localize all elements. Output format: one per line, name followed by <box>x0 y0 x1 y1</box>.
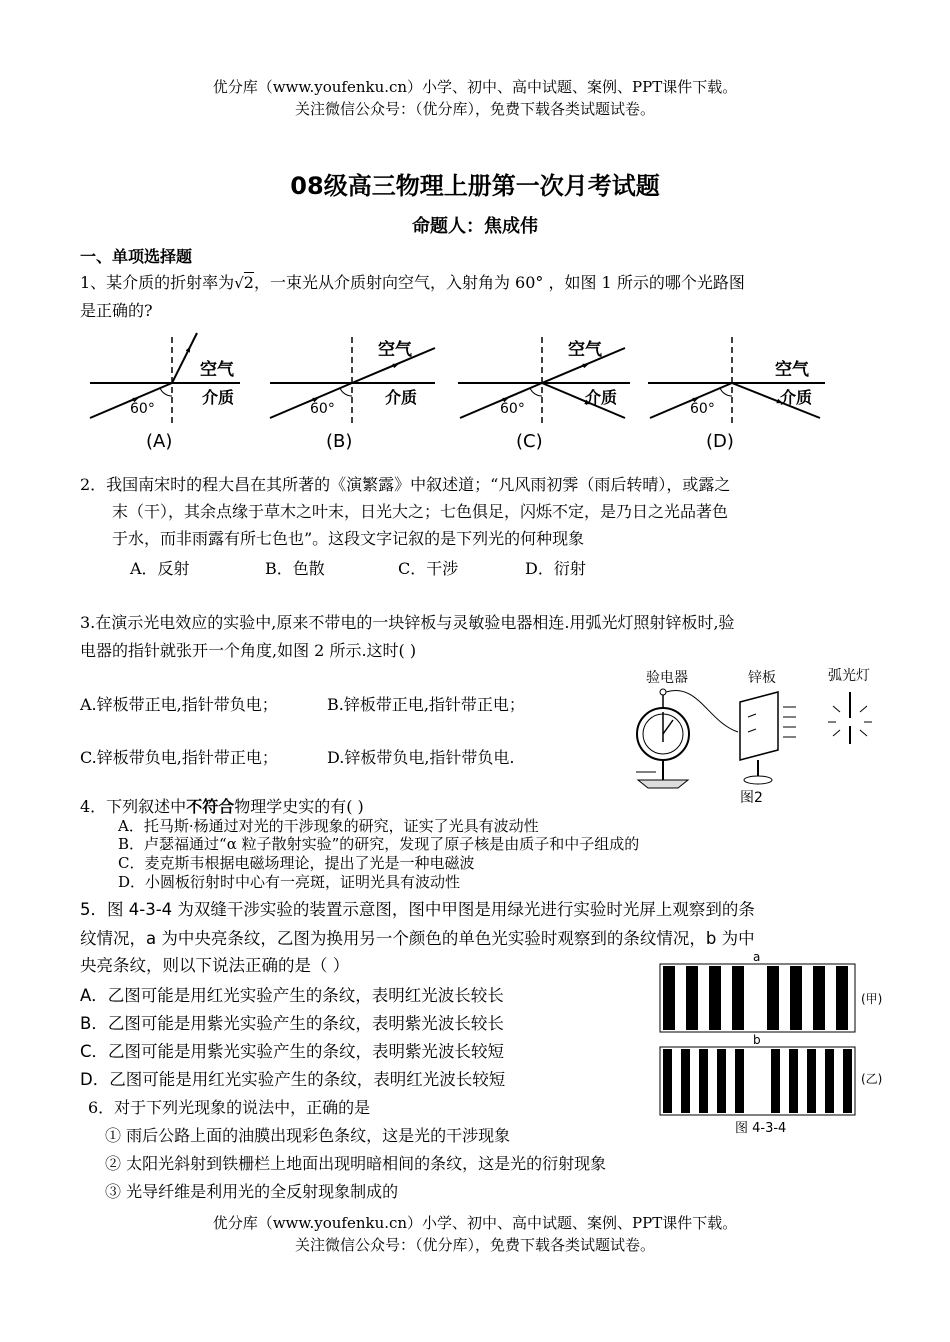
figure-1-air-label-a: 空气 <box>200 360 234 380</box>
figure-1-angle-label-a: 60° <box>130 401 155 417</box>
q1-text-a: 1、某介质的折射率为 <box>80 273 235 292</box>
figure-1-angle-label-b: 60° <box>310 401 335 417</box>
q1-text-b: ，一束光从介质射向空气，入射角为 60° ，如图 1 所示的哪个光路图 <box>253 273 745 292</box>
sqrt-sign: √ <box>234 274 244 292</box>
arc-lamp-drawing <box>828 692 872 744</box>
q2-option-d: D．衍射 <box>525 559 586 578</box>
figure-1-angle-label-d: 60° <box>690 401 715 417</box>
q5-line-1: 5．图 4-3-4 为双缝干涉实验的装置示意图，图中甲图是用绿光进行实验时光屏上观察到的条 <box>80 900 755 919</box>
q6-item-1: ① 雨后公路上面的油膜出现彩色条纹，这是光的干涉现象 <box>105 1126 511 1145</box>
q5-line-3: 央亮条纹，则以下说法正确的是（ ） <box>80 956 350 975</box>
q5-option-d: D．乙图可能是用红光实验产生的条纹，表明红光波长较短 <box>80 1070 506 1089</box>
sqrt-radicand: 2 <box>243 273 254 292</box>
fringe-b-label: b <box>753 1033 761 1047</box>
fringe-a-label: a <box>753 950 761 964</box>
q3-option-b: B.锌板带正电,指针带正电； <box>327 695 525 714</box>
figure-1-medium-label-b: 介质 <box>385 388 418 407</box>
figure-2-electroscope-label: 验电器 <box>646 670 688 686</box>
q4-stem <box>80 794 364 817</box>
header-line-1: 优分库（www.youfenku.cn）小学、初中、高中试题、案例、PPT课件下载。 <box>212 78 738 96</box>
q3-option-d: D.锌板带负电,指针带负电. <box>327 748 515 767</box>
q5-option-a: A．乙图可能是用红光实验产生的条纹，表明红光波长较长 <box>80 986 504 1005</box>
figure-1-label-a: (A) <box>146 431 173 452</box>
figure-1-medium-label-a: 介质 <box>202 388 235 407</box>
figure-2-zinc-label: 锌板 <box>748 670 776 686</box>
figure-1-panel-d <box>648 337 825 452</box>
q4-option-c: C．麦克斯韦根据电磁场理论，提出了光是一种电磁波 <box>118 854 475 872</box>
q5-option-c: C．乙图可能是用紫光实验产生的条纹，表明紫光波长较短 <box>80 1042 505 1061</box>
fringe-yi-label: (乙) <box>861 1072 883 1086</box>
header-line-2: 关注微信公众号：（优分库），免费下载各类试题试卷。 <box>294 100 655 118</box>
figure-1-air-label-c: 空气 <box>568 340 602 360</box>
q6-item-3: ③ 光导纤维是利用光的全反射现象制成的 <box>105 1182 399 1201</box>
figure-1-label-d: (D) <box>706 431 734 452</box>
q2-line-2: 末（干），其余点缘于草木之叶末，日光大之；七色俱足，闪烁不定，是乃日之光品著色 <box>112 502 729 521</box>
fringe-jia-label: (甲) <box>861 992 883 1006</box>
figure-4-3-4-fringes <box>655 950 900 1135</box>
q2-option-b: B．色散 <box>265 559 325 578</box>
electroscope-drawing <box>636 689 689 788</box>
figure-1-light-paths <box>80 325 850 460</box>
q4-option-d: D．小圆板衍射时中心有一亮斑，证明光具有波动性 <box>118 873 461 891</box>
q4-stem-b: 物理学史实的有( ) <box>234 797 364 816</box>
q3-line-2: 电器的指针就张开一个角度,如图 2 所示.这时( ) <box>80 641 417 660</box>
page-title: 08级高三物理上册第一次月考试题 <box>290 172 660 200</box>
figure-1-label-c: (C) <box>516 431 543 452</box>
q3-option-a: A.锌板带正电,指针带负电； <box>80 695 278 714</box>
q4-option-b: B．卢瑟福通过“α 粒子散射实验”的研究，发现了原子核是由质子和中子组成的 <box>118 835 640 853</box>
q6-stem: 6．对于下列光现象的说法中，正确的是 <box>88 1098 371 1117</box>
q2-line-1: 2．我国南宋时的程大昌在其所著的《演繁露》中叙述道；“凡风雨初霁（雨后转晴），或露之 <box>80 475 731 494</box>
figure-1-medium-label-d: 介质 <box>780 388 813 407</box>
q2-option-c: C．干涉 <box>398 559 459 578</box>
q1-line-1 <box>80 270 745 293</box>
q6-item-2: ② 太阳光斜射到铁栅栏上地面出现明暗相间的条纹，这是光的衍射现象 <box>105 1154 607 1173</box>
figure-2-lamp-label: 弧光灯 <box>828 668 870 684</box>
figure-1-panel-c <box>458 337 630 452</box>
figure-1-panel-b <box>270 337 435 452</box>
section-heading: 一、单项选择题 <box>80 247 193 266</box>
q3-option-c: C.锌板带负电,指针带正电； <box>80 748 278 767</box>
figure-1-air-label-d: 空气 <box>775 360 809 380</box>
q4-stem-a: 4．下列叙述中 <box>80 797 187 816</box>
footer-line-1: 优分库（www.youfenku.cn）小学、初中、高中试题、案例、PPT课件下载。 <box>212 1214 738 1232</box>
figure-1-angle-label-c: 60° <box>500 401 525 417</box>
zinc-plate-drawing <box>740 692 796 784</box>
figure-2-caption: 图2 <box>740 790 763 806</box>
q4-stem-bold: 不符合 <box>186 797 235 816</box>
figure-2-photoelectric <box>628 662 883 807</box>
figure-1-label-b: (B) <box>326 431 353 452</box>
q2-option-a: A．反射 <box>130 559 190 578</box>
q4-option-a: A．托马斯·杨通过对光的干涉现象的研究，证实了光具有波动性 <box>118 817 539 835</box>
figure-1-air-label-b: 空气 <box>378 340 412 360</box>
q2-line-3: 于水，而非雨露有所七色也”。这段文字记叙的是下列光的何种现象 <box>112 529 585 548</box>
q3-line-1: 3.在演示光电效应的实验中,原来不带电的一块锌板与灵敏验电器相连.用弧光灯照射锌板时,验 <box>80 613 735 632</box>
q1-line-2: 是正确的? <box>80 301 153 320</box>
figure-1-panel-a <box>90 333 240 452</box>
figure-4-3-4-caption: 图 4-3-4 <box>735 1121 787 1135</box>
footer-line-2: 关注微信公众号：（优分库），免费下载各类试题试卷。 <box>294 1236 655 1254</box>
q5-line-2: 纹情况，a 为中央亮条纹，乙图为换用另一个颜色的单色光实验时观察到的条纹情况，b 为中 <box>80 929 755 948</box>
q5-option-b: B．乙图可能是用紫光实验产生的条纹，表明紫光波长较长 <box>80 1014 504 1033</box>
figure-1-medium-label-c: 介质 <box>585 388 618 407</box>
author-line: 命题人：焦成伟 <box>412 216 538 237</box>
